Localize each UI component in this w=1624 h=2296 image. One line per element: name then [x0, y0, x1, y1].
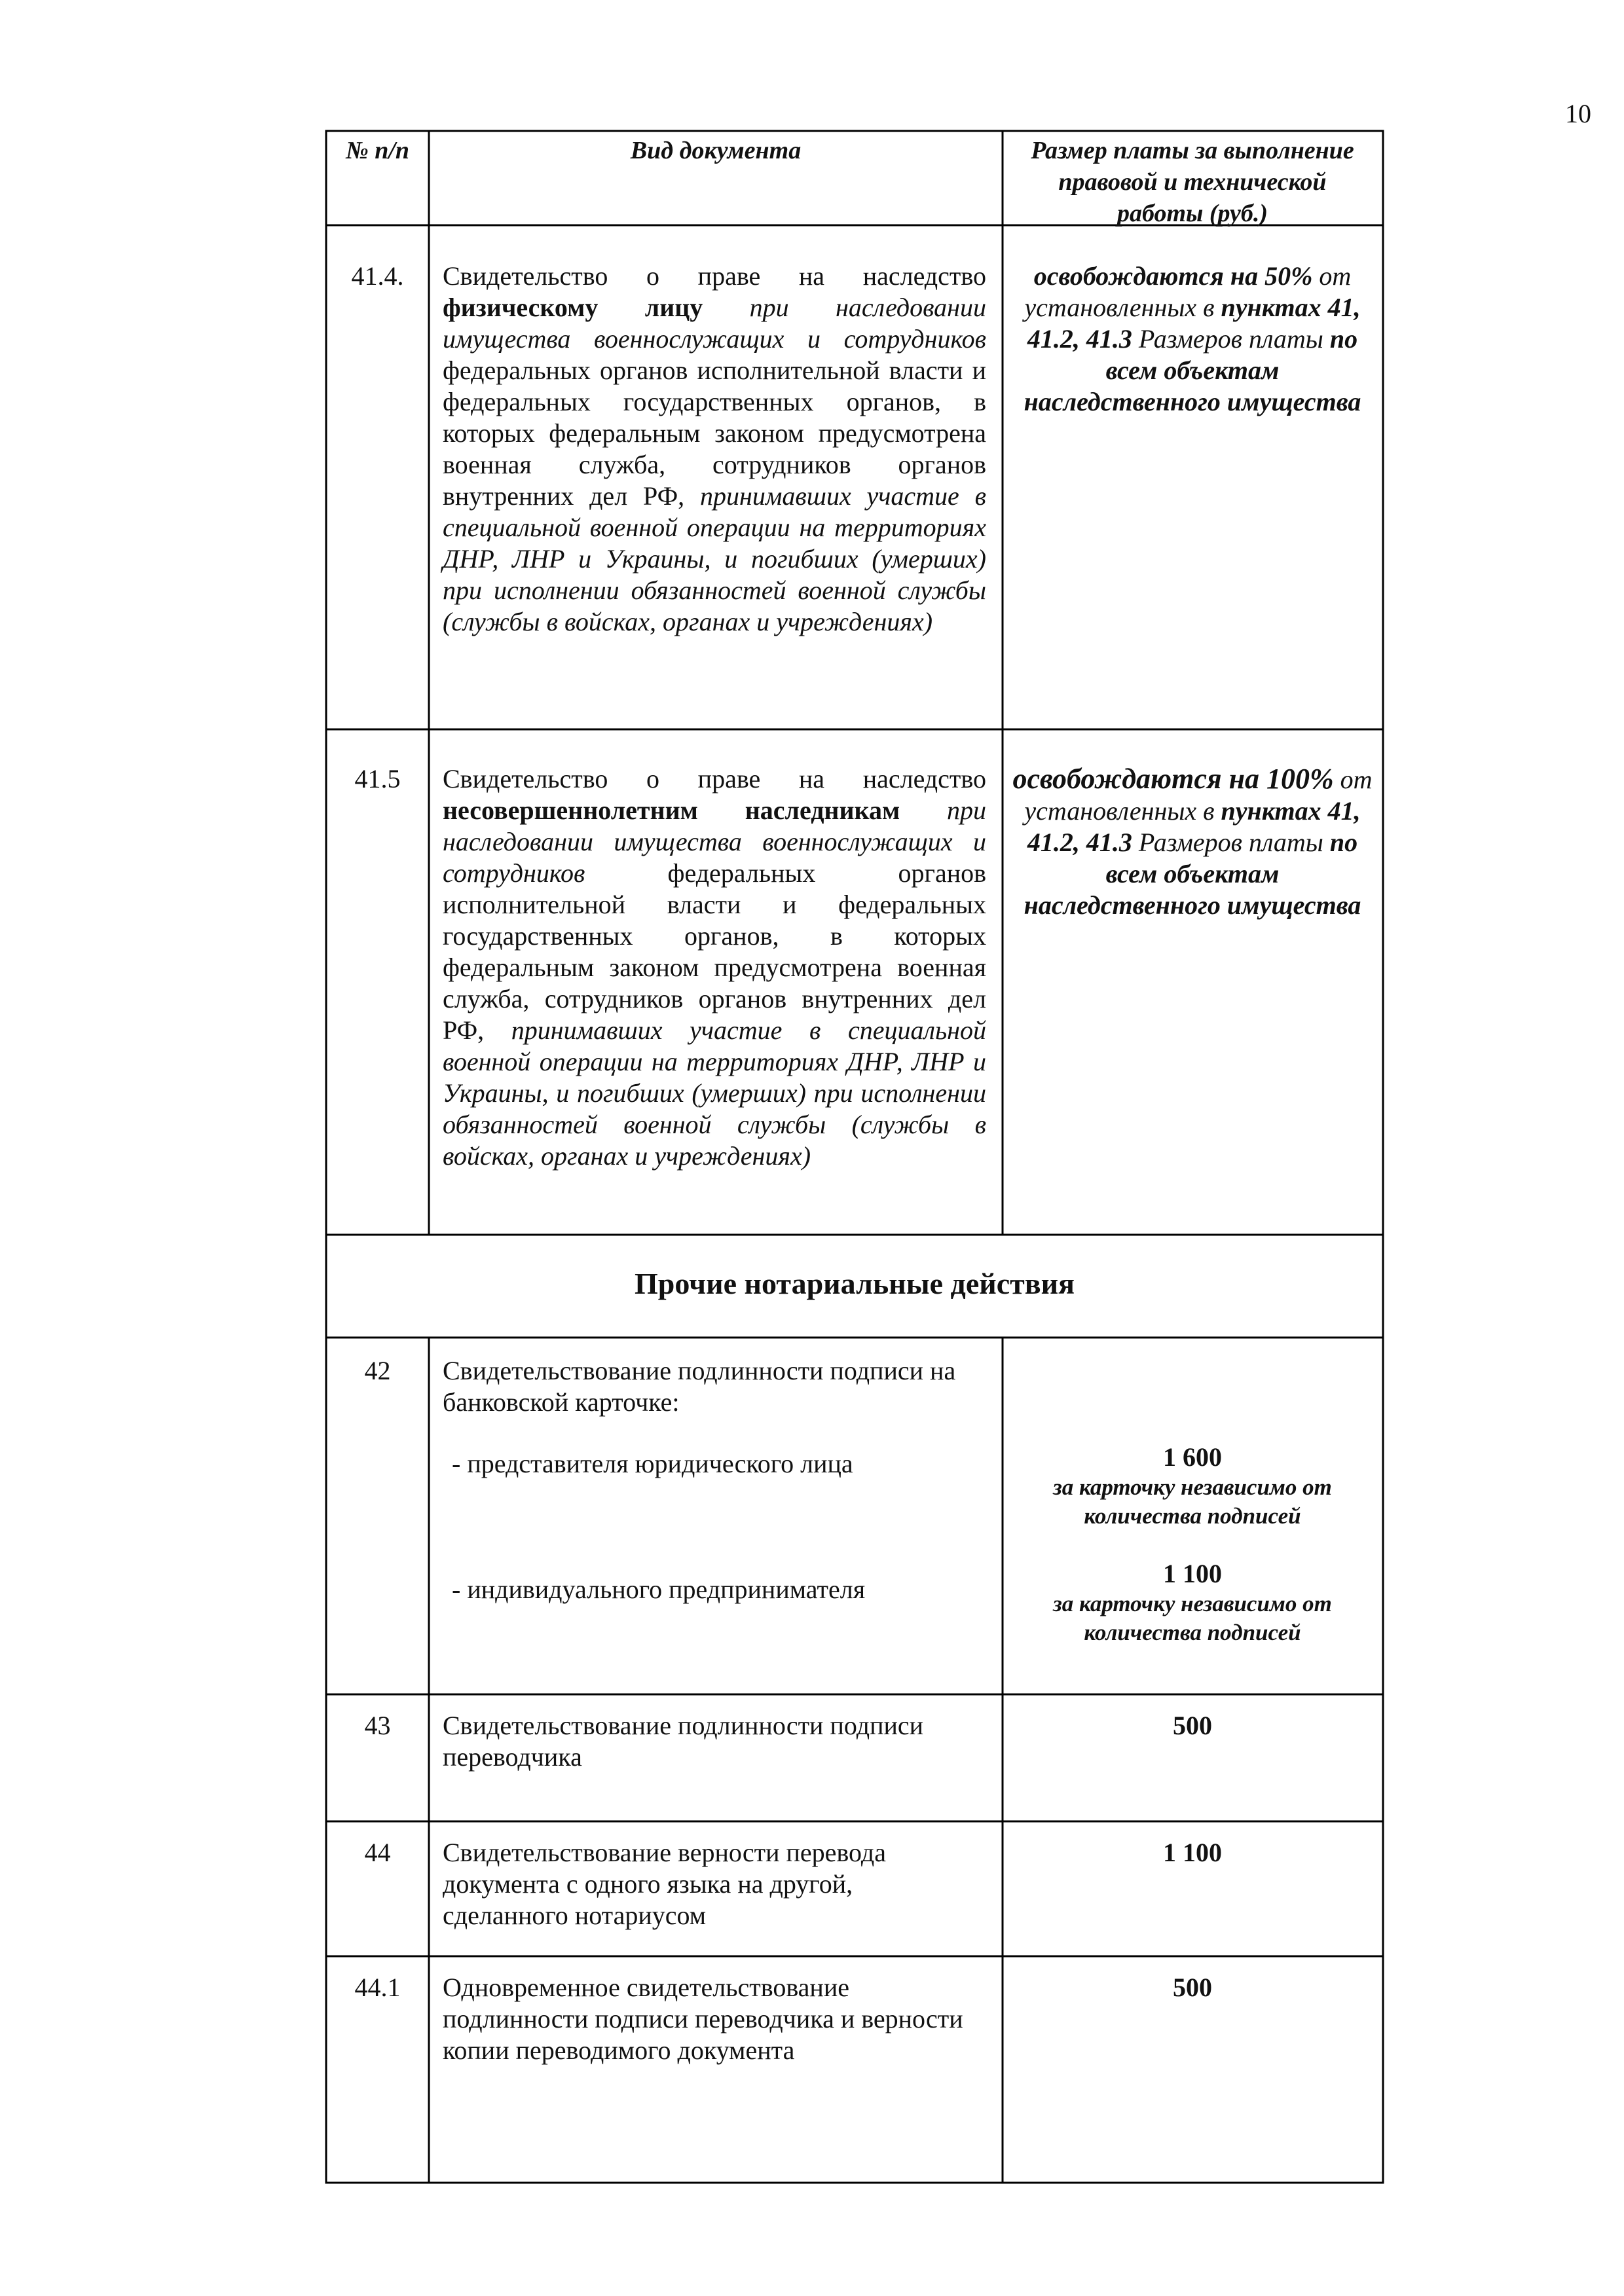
row-42-item-legal: - представителя юридического лица	[452, 1449, 853, 1478]
row-41-4-desc-part3: федеральных органов исполнительной власти и федеральных государственных органов, в которых федеральным законом предусмотрена военная служба, сотрудников органов внутренних дел РФ,	[443, 355, 986, 511]
row-41-5-desc	[443, 763, 986, 1172]
row-41-4-fee-part1: освобождаются на 50%	[1033, 261, 1313, 291]
row-42-item-entrepreneur: - индивидуального предпринимателя	[452, 1575, 866, 1604]
row-41-5-fee-part1: освобождаются на 100%	[1012, 763, 1334, 795]
row-41-4-fee-part2: от установленных в	[1024, 261, 1352, 322]
row-41-4-fee-part5: по всем объектам наследственного имущества	[1024, 324, 1361, 416]
header-col-num: № п/п	[345, 137, 410, 164]
row-42-fee-legal-note: за карточку независимо от количества подписей	[1053, 1474, 1332, 1529]
row-41-5-num: 41.5	[354, 764, 401, 793]
row-41-5-desc-bold: несовершеннолетним наследникам	[443, 795, 900, 825]
row-41-4-desc-bold: физическому лицу	[443, 293, 703, 322]
row-41-5-fee-part3: пунктах 41, 41.2, 41.3	[1027, 796, 1361, 857]
row-44-num: 44	[364, 1838, 391, 1867]
row-41-4-num: 41.4.	[351, 261, 404, 291]
header-col-fee: Размер платы за выполнение правовой и технической работы (руб.)	[1031, 137, 1354, 227]
row-41-5-desc-part3: федеральных органов исполнительной власти и федеральных государственных органов, в которых федеральным законом предусмотрена военная служба, сотрудников органов внутренних дел РФ,	[443, 858, 986, 1045]
row-41-4-fee-part3: пунктах 41, 41.2, 41.3	[1027, 293, 1361, 354]
row-42-fee-entrepreneur	[1012, 1558, 1373, 1647]
section-title: Прочие нотариальные действия	[635, 1267, 1075, 1300]
row-44-desc: Свидетельствование верности перевода документа с одного языка на другой, сделанного нотариусом	[443, 1838, 886, 1930]
row-43-desc: Свидетельствование подлинности подписи переводчика	[443, 1711, 924, 1772]
row-41-4-fee-part4: Размеров платы	[1132, 324, 1330, 354]
row-41-5-desc-part4: принимавших участие в специальной военной операции на территориях ДНР, ЛНР и Украины, и погибших (умерших) при исполнении обязанностей военной службы (службы в войсках, органах и учреждениях)	[443, 1015, 986, 1171]
row-42-fee-legal-amount: 1 600	[1163, 1442, 1222, 1472]
row-42-fee-entrepreneur-amount: 1 100	[1163, 1559, 1222, 1588]
header-col-doc: Вид документа	[630, 137, 802, 164]
row-42-desc: Свидетельствование подлинности подписи на банковской карточке:	[443, 1356, 956, 1417]
row-41-5-fee-part5: по всем объектам наследственного имущества	[1024, 828, 1361, 920]
row-41-5-fee-part4: Размеров платы	[1132, 828, 1330, 857]
row-43-num: 43	[364, 1711, 391, 1740]
row-44-1-num: 44.1	[354, 1973, 401, 2002]
row-41-5-desc-part2: при наследовании имущества военнослужащих и сотрудников	[443, 795, 986, 888]
row-41-4-fee	[1012, 261, 1373, 418]
row-41-4-desc-part2: при наследовании имущества военнослужащих и сотрудников	[443, 293, 987, 354]
row-44-1-desc: Одновременное свидетельствование подлинности подписи переводчика и верности копии переводимого документа	[443, 1973, 963, 2065]
row-44-1-fee: 500	[1173, 1973, 1212, 2002]
row-41-5-fee	[1012, 763, 1373, 921]
row-44-fee: 1 100	[1163, 1838, 1222, 1867]
row-42-fee-entrepreneur-note: за карточку независимо от количества подписей	[1053, 1591, 1332, 1645]
row-42-fee-legal	[1012, 1442, 1373, 1531]
row-41-4-desc	[443, 261, 986, 638]
row-42-num: 42	[364, 1356, 391, 1385]
row-41-5-desc-part1: Свидетельство о праве на наследство	[443, 764, 986, 793]
row-41-4-desc-part1: Свидетельство о праве на наследство	[443, 261, 986, 291]
page-number: 10	[1565, 99, 1591, 128]
row-41-5-fee-part2: от установленных в	[1024, 765, 1373, 826]
row-43-fee: 500	[1173, 1711, 1212, 1740]
row-41-4-desc-part4: принимавших участие в специальной военной операции на территориях ДНР, ЛНР и Украины, и погибших (умерших) при исполнении обязанностей военной службы (службы в войсках, органах и учреждениях)	[443, 481, 986, 636]
